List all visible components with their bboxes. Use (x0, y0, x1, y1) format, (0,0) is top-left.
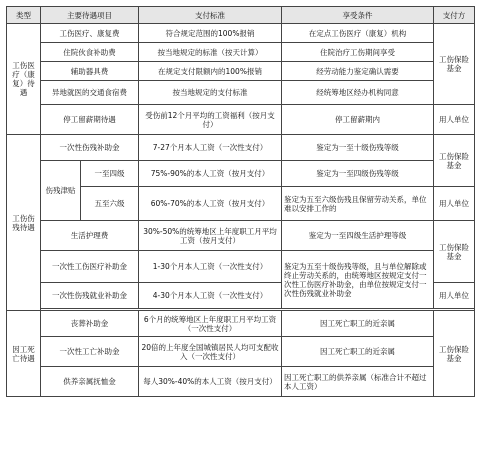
condition-cell: 因工死亡职工的供养亲属（标准合计不超过本人工资） (282, 367, 434, 397)
item-cell: 一次性工伤医疗补助金 (41, 251, 139, 283)
item-cell: 一次性伤残补助金 (41, 135, 139, 161)
item-cell: 一次性工亡补助金 (41, 337, 139, 367)
table-row (7, 337, 475, 367)
header-payer: 支付方 (434, 7, 475, 24)
header-type: 类型 (7, 7, 41, 24)
item-cell: 生活护理费 (41, 221, 139, 251)
item-cell: 异地就医的交通食宿费 (41, 81, 139, 105)
standard-cell: 30%-50%的统筹地区上年度职工月平均工资（按月支付） (139, 221, 282, 251)
table-row (7, 62, 475, 81)
table-row (7, 221, 475, 251)
item-cell: 丧葬补助金 (41, 311, 139, 337)
table-row (7, 161, 475, 187)
standard-cell: 按当地规定的标准（按天计算） (139, 43, 282, 62)
table-row (7, 43, 475, 62)
item-cell: 工伤医疗、康复费 (41, 24, 139, 43)
condition-cell: 停工留薪期内 (282, 105, 434, 135)
table-row (7, 367, 475, 397)
section-medical: 工伤医疗（康复）待遇 (7, 24, 41, 135)
condition-cell: 因工死亡职工的近亲属 (282, 337, 434, 367)
condition-cell: 在定点工伤医疗（康复）机构 (282, 24, 434, 43)
standard-cell: 按当地规定的支付标准 (139, 81, 282, 105)
section-death: 因工死亡待遇 (7, 311, 41, 397)
payer-cell: 用人单位 (434, 105, 475, 135)
header-standard: 支付标准 (139, 7, 282, 24)
allowance-label: 伤残津贴 (41, 161, 81, 221)
item-cell: 一至四级 (81, 161, 139, 187)
payer-cell: 用人单位 (434, 283, 475, 309)
item-cell: 辅助器具费 (41, 62, 139, 81)
table-row (7, 81, 475, 105)
header-condition: 享受条件 (282, 7, 434, 24)
standard-cell: 在规定支付限额内的100%报销 (139, 62, 282, 81)
standard-cell: 每人30%-40%的本人工资（按月支付） (139, 367, 282, 397)
header-row (7, 7, 475, 24)
payer-cell: 工伤保险基金 (434, 135, 475, 187)
standard-cell: 受伤前12个月平均的工资福利（按月支付） (139, 105, 282, 135)
payer-cell: 工伤保险基金 (434, 311, 475, 397)
table-row (7, 24, 475, 43)
condition-cell: 经统筹地区经办机构同意 (282, 81, 434, 105)
condition-cell: 鉴定为五至十级伤残等级，且与单位解除或终止劳动关系的，由统筹地区按规定支付一次性工伤医疗补助金，由单位按规定支付一次性伤残就业补助金 (282, 251, 434, 309)
payer-cell: 用人单位 (434, 187, 475, 221)
standard-cell: 75%-90%的本人工资（按月支付） (139, 161, 282, 187)
benefits-table (6, 6, 475, 397)
standard-cell: 1-30个月本人工资（一次性支付） (139, 251, 282, 283)
condition-cell: 经劳动能力鉴定确认需要 (282, 62, 434, 81)
section-disability: 工伤伤残待遇 (7, 135, 41, 311)
standard-cell: 4-30个月本人工资（一次性支付） (139, 283, 282, 309)
payer-cell: 工伤保险基金 (434, 24, 475, 105)
item-cell: 一次性伤残就业补助金 (41, 283, 139, 309)
standard-cell: 符合规定范围的100%报销 (139, 24, 282, 43)
condition-cell: 鉴定为一至十级伤残等级 (282, 135, 434, 161)
item-cell: 五至六级 (81, 187, 139, 221)
condition-cell: 住院治疗工伤期间享受 (282, 43, 434, 62)
condition-cell: 因工死亡职工的近亲属 (282, 311, 434, 337)
standard-cell: 20倍的上年度全国城镇居民人均可支配收入（一次性支付） (139, 337, 282, 367)
payer-cell: 工伤保险基金 (434, 221, 475, 283)
condition-cell: 鉴定为一至四级伤残等级 (282, 161, 434, 187)
item-cell: 供养亲属抚恤金 (41, 367, 139, 397)
table-row (7, 105, 475, 135)
item-cell: 住院伙食补助费 (41, 43, 139, 62)
condition-cell: 鉴定为五至六级伤残且保留劳动关系，单位难以安排工作的 (282, 187, 434, 221)
standard-cell: 60%-70%的本人工资（按月支付） (139, 187, 282, 221)
table-row (7, 135, 475, 161)
standard-cell: 7-27个月本人工资（一次性支付） (139, 135, 282, 161)
standard-cell: 6个月的统筹地区上年度职工月平均工资（一次性支付） (139, 311, 282, 337)
item-cell: 停工留薪期待遇 (41, 105, 139, 135)
header-item: 主要待遇项目 (41, 7, 139, 24)
table-row (7, 251, 475, 283)
table-row (7, 311, 475, 337)
condition-cell: 鉴定为一至四级生活护理等级 (282, 221, 434, 251)
